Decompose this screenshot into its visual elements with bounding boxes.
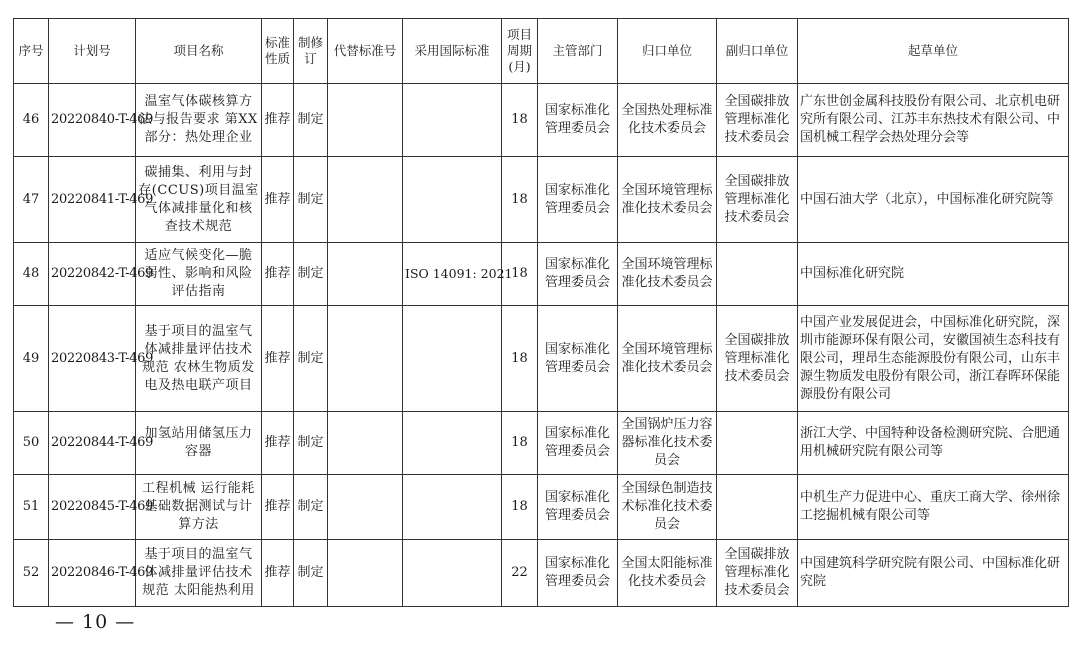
cell-seq: 48 bbox=[14, 243, 49, 306]
cell-intl-std bbox=[403, 157, 502, 243]
cell-authority: 国家标准化管理委员会 bbox=[538, 412, 618, 475]
cell-revision: 制定 bbox=[294, 540, 328, 607]
cell-project-name: 基于项目的温室气体减排量评估技术规范 农林生物质发电及热电联产项目 bbox=[136, 306, 262, 412]
cell-replace-std bbox=[328, 84, 403, 157]
cell-intl-std bbox=[403, 84, 502, 157]
cell-authority: 国家标准化管理委员会 bbox=[538, 475, 618, 540]
cell-cycle: 18 bbox=[502, 475, 538, 540]
cell-unit: 全国太阳能标准化技术委员会 bbox=[618, 540, 717, 607]
cell-drafters: 浙江大学、中国特种设备检测研究院、合肥通用机械研究院有限公司等 bbox=[798, 412, 1069, 475]
cell-intl-std bbox=[403, 475, 502, 540]
standards-plan-table bbox=[13, 18, 1069, 607]
cell-drafters: 中国标准化研究院 bbox=[798, 243, 1069, 306]
cell-revision: 制定 bbox=[294, 157, 328, 243]
cell-authority: 国家标准化管理委员会 bbox=[538, 540, 618, 607]
table-row bbox=[14, 306, 1069, 412]
cell-replace-std bbox=[328, 540, 403, 607]
header-intl-std: 采用国际标准 bbox=[403, 19, 502, 84]
header-sub-unit: 副归口单位 bbox=[717, 19, 798, 84]
cell-sub-unit bbox=[717, 243, 798, 306]
cell-sub-unit: 全国碳排放管理标准化技术委员会 bbox=[717, 157, 798, 243]
header-cycle: 项目周期(月) bbox=[502, 19, 538, 84]
header-authority: 主管部门 bbox=[538, 19, 618, 84]
cell-sub-unit bbox=[717, 412, 798, 475]
cell-intl-std bbox=[403, 306, 502, 412]
cell-drafters: 中国建筑科学研究院有限公司、中国标准化研究院 bbox=[798, 540, 1069, 607]
cell-drafters: 中机生产力促进中心、重庆工商大学、徐州徐工挖掘机械有限公司等 bbox=[798, 475, 1069, 540]
cell-std-nature: 推荐 bbox=[262, 157, 294, 243]
header-plan-no: 计划号 bbox=[49, 19, 136, 84]
cell-replace-std bbox=[328, 157, 403, 243]
header-unit: 归口单位 bbox=[618, 19, 717, 84]
table-row bbox=[14, 84, 1069, 157]
cell-plan-no: 20220840-T-469 bbox=[49, 84, 136, 157]
page-number: — 10 — bbox=[55, 611, 136, 633]
cell-cycle: 18 bbox=[502, 243, 538, 306]
cell-plan-no: 20220846-T-469 bbox=[49, 540, 136, 607]
cell-cycle: 18 bbox=[502, 84, 538, 157]
cell-drafters: 中国石油大学（北京），中国标准化研究院等 bbox=[798, 157, 1069, 243]
cell-plan-no: 20220843-T-469 bbox=[49, 306, 136, 412]
cell-revision: 制定 bbox=[294, 84, 328, 157]
cell-intl-std bbox=[403, 540, 502, 607]
header-std-nature: 标准性质 bbox=[262, 19, 294, 84]
cell-cycle: 22 bbox=[502, 540, 538, 607]
cell-std-nature: 推荐 bbox=[262, 475, 294, 540]
cell-drafters: 中国产业发展促进会，中国标准化研究院，深圳市能源环保有限公司，安徽国祯生态科技有限公司，理昂生态能源股份有限公司，山东丰源生物质发电股份有限公司，浙江春晖环保能源股份有限公司 bbox=[798, 306, 1069, 412]
cell-unit: 全国锅炉压力容器标准化技术委员会 bbox=[618, 412, 717, 475]
header-seq: 序号 bbox=[14, 19, 49, 84]
table-row bbox=[14, 475, 1069, 540]
cell-intl-std: ISO 14091: 2021 bbox=[403, 243, 502, 306]
cell-unit: 全国热处理标准化技术委员会 bbox=[618, 84, 717, 157]
header-project-name: 项目名称 bbox=[136, 19, 262, 84]
cell-unit: 全国环境管理标准化技术委员会 bbox=[618, 306, 717, 412]
header-drafters: 起草单位 bbox=[798, 19, 1069, 84]
cell-revision: 制定 bbox=[294, 243, 328, 306]
cell-sub-unit bbox=[717, 475, 798, 540]
cell-authority: 国家标准化管理委员会 bbox=[538, 243, 618, 306]
cell-plan-no: 20220845-T-469 bbox=[49, 475, 136, 540]
cell-revision: 制定 bbox=[294, 475, 328, 540]
table-row bbox=[14, 243, 1069, 306]
cell-sub-unit: 全国碳排放管理标准化技术委员会 bbox=[717, 540, 798, 607]
cell-seq: 50 bbox=[14, 412, 49, 475]
cell-std-nature: 推荐 bbox=[262, 243, 294, 306]
cell-std-nature: 推荐 bbox=[262, 306, 294, 412]
cell-seq: 49 bbox=[14, 306, 49, 412]
cell-replace-std bbox=[328, 243, 403, 306]
cell-replace-std bbox=[328, 306, 403, 412]
cell-replace-std bbox=[328, 475, 403, 540]
cell-project-name: 碳捕集、利用与封存(CCUS)项目温室气体减排量化和核查技术规范 bbox=[136, 157, 262, 243]
cell-std-nature: 推荐 bbox=[262, 84, 294, 157]
cell-project-name: 适应气候变化—脆弱性、影响和风险评估指南 bbox=[136, 243, 262, 306]
cell-seq: 51 bbox=[14, 475, 49, 540]
cell-unit: 全国环境管理标准化技术委员会 bbox=[618, 157, 717, 243]
cell-cycle: 18 bbox=[502, 412, 538, 475]
table-row bbox=[14, 157, 1069, 243]
table-row bbox=[14, 540, 1069, 607]
header-replace-std: 代替标准号 bbox=[328, 19, 403, 84]
cell-unit: 全国环境管理标准化技术委员会 bbox=[618, 243, 717, 306]
cell-seq: 47 bbox=[14, 157, 49, 243]
cell-plan-no: 20220841-T-469 bbox=[49, 157, 136, 243]
cell-authority: 国家标准化管理委员会 bbox=[538, 306, 618, 412]
cell-cycle: 18 bbox=[502, 157, 538, 243]
cell-sub-unit: 全国碳排放管理标准化技术委员会 bbox=[717, 306, 798, 412]
table-row bbox=[14, 412, 1069, 475]
cell-replace-std bbox=[328, 412, 403, 475]
table-header-row bbox=[14, 19, 1069, 84]
cell-project-name: 基于项目的温室气体减排量评估技术规范 太阳能热利用 bbox=[136, 540, 262, 607]
cell-seq: 52 bbox=[14, 540, 49, 607]
cell-cycle: 18 bbox=[502, 306, 538, 412]
cell-drafters: 广东世创金属科技股份有限公司、北京机电研究所有限公司、江苏丰东热技术有限公司、中国机械工程学会热处理分会等 bbox=[798, 84, 1069, 157]
cell-authority: 国家标准化管理委员会 bbox=[538, 84, 618, 157]
cell-intl-std bbox=[403, 412, 502, 475]
cell-project-name: 工程机械 运行能耗基础数据测试与计算方法 bbox=[136, 475, 262, 540]
cell-authority: 国家标准化管理委员会 bbox=[538, 157, 618, 243]
cell-revision: 制定 bbox=[294, 306, 328, 412]
cell-sub-unit: 全国碳排放管理标准化技术委员会 bbox=[717, 84, 798, 157]
cell-std-nature: 推荐 bbox=[262, 540, 294, 607]
cell-plan-no: 20220844-T-469 bbox=[49, 412, 136, 475]
cell-plan-no: 20220842-T-469 bbox=[49, 243, 136, 306]
cell-project-name: 加氢站用储氢压力容器 bbox=[136, 412, 262, 475]
header-revision: 制修订 bbox=[294, 19, 328, 84]
cell-project-name: 温室气体碳核算方法与报告要求 第XX部分：热处理企业 bbox=[136, 84, 262, 157]
cell-seq: 46 bbox=[14, 84, 49, 157]
cell-std-nature: 推荐 bbox=[262, 412, 294, 475]
cell-unit: 全国绿色制造技术标准化技术委员会 bbox=[618, 475, 717, 540]
cell-revision: 制定 bbox=[294, 412, 328, 475]
